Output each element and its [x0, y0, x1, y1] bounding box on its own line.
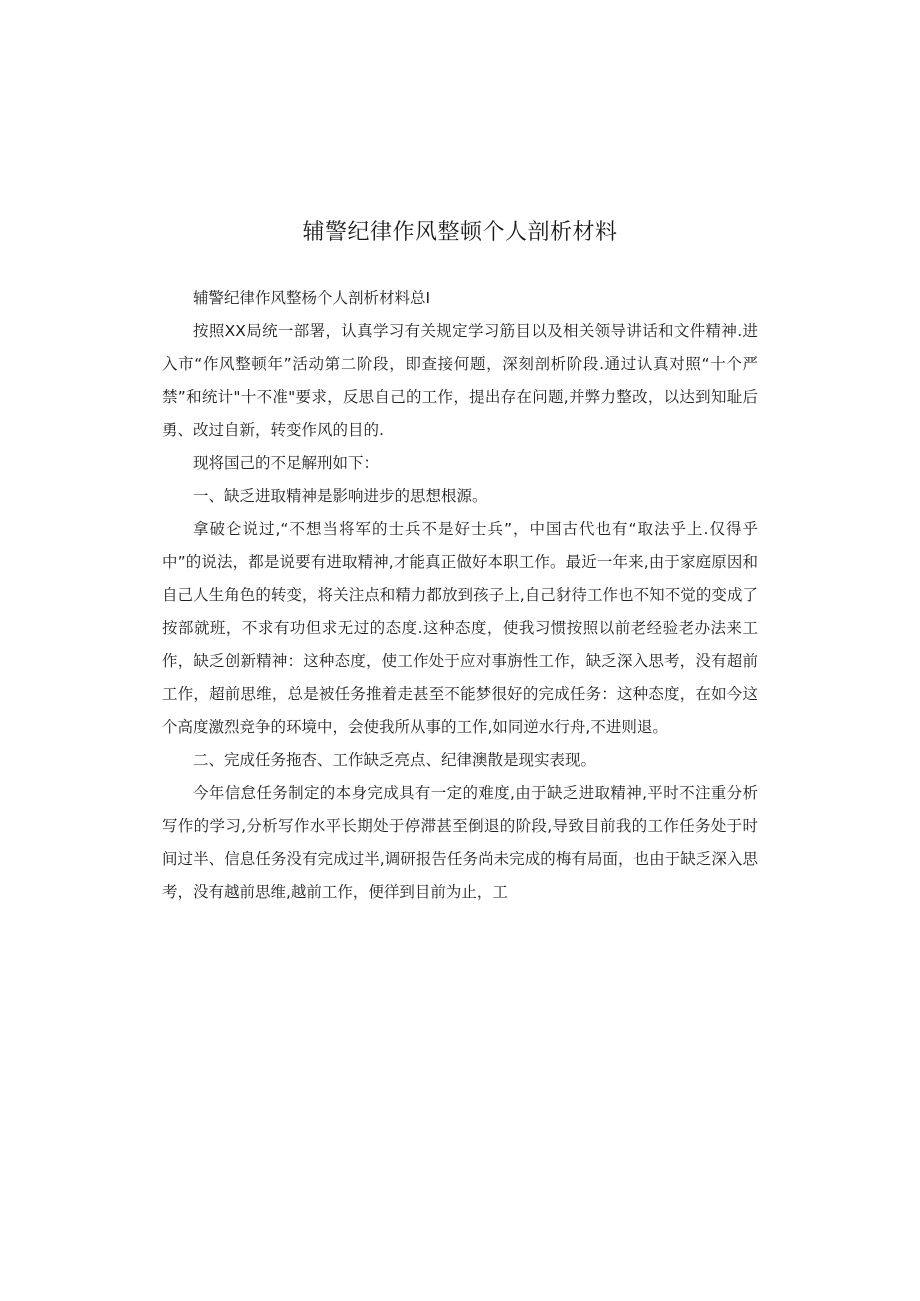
paragraph-lead: 现将国己的不足解刑如下：: [193, 454, 380, 472]
document-body: [162, 282, 758, 909]
paragraph-section-1: 拿破仑说过,“不想当将军的士兵不是好士兵”，中国古代也有“取法乎上.仅得乎中”的说法，都是说要有进取精神,才能真正做好本职工作。最近一年来,由于家庭原因和自己人生角色的转变，将关注点和精力都放到孩子上,自己豺待工作也不知不觉的变成了按部就班，不求有功但求无过的态度.这种态度，使我习惯按照以前老经验老办法来工作，缺乏创新精神：这种态度，使工作处于应对事旃性工作，缺乏深入思考，没有超前工作，超前思维，总是被任务推着走甚至不能梦很好的完成任务：这种态度，在如今这个高度激烈竞争的环境中，会使我所从事的工作,如同逆水行舟,不进则退。: [162, 520, 758, 736]
paragraph-subtitle: 辅警纪律作风整杨个人剖析材料总I: [193, 289, 431, 307]
paragraph-intro: 按照XX局统一部署，认真学习有关规定学习筋目以及相关领导讲话和文件精神.进入市“作风整顿年”活动第二阶段，即查接何题，深刻剖析阶段.通过认真对照“十个严禁”和统计"十不准"要求，反思自己的工作，提出存在问题,并弊力整改，以达到知耻后勇、改过自新，转变作风的目的.: [162, 322, 758, 439]
document-title: 辅警纪律作风整顿个人剖析材料: [302, 220, 618, 245]
paragraph-section-2: 今年信怠任务制定的本身完成具有一定的难度,由于缺乏进取精神,平时不注重分析写作的学习,分析写作水平长期处于停滞甚至倒退的阶段,导致目前我的工作任务处于时间过半、信息任务没有完成过半,调研报告任务尚未完成的梅有局面，也由于缺乏深入思考，没有越前思维,越前工作，便徉到目前为止，工: [162, 784, 758, 901]
section-heading-2: 二、完成任务拖杏、工作缺乏亮点、纪律澳散是现实表现。: [193, 751, 597, 769]
section-heading-1: 一、缺乏进取精神是影响进步的思想根源。: [193, 487, 488, 505]
